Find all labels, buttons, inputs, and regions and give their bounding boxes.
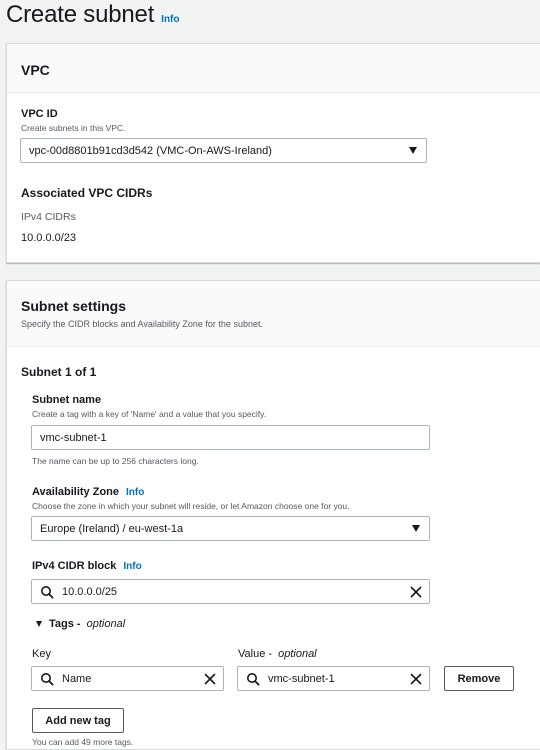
tags-toggle[interactable] (36, 618, 125, 630)
clear-icon[interactable] (410, 586, 422, 598)
tag-key-value: Name (62, 672, 92, 685)
tag-value-optional: optional (278, 648, 317, 660)
tags-toggle-label: Tags - (49, 618, 84, 630)
availability-zone-selected-value: Europe (Ireland) / eu-west-1a (40, 522, 184, 535)
tags-toggle-optional: optional (86, 618, 126, 630)
page-header (6, 0, 180, 36)
ipv4-cidrs-label: IPv4 CIDRs (21, 211, 76, 223)
vpc-panel-title: VPC (21, 62, 50, 78)
tags-remaining-note: You can add 49 more tags. (32, 737, 134, 747)
ipv4-cidr-label-row (32, 559, 142, 573)
tag-value-input[interactable] (237, 666, 430, 691)
subnet-name-value: vmc-subnet-1 (40, 431, 107, 444)
availability-zone-info-link[interactable]: Info (126, 487, 145, 498)
availability-zone-description: Choose the zone in which your subnet will reside, or let Amazon choose one for you. (32, 501, 350, 511)
clear-icon[interactable] (204, 673, 216, 685)
ipv4-cidr-info-link[interactable]: Info (123, 561, 142, 572)
subnet-name-constraint: The name can be up to 256 characters long. (32, 456, 199, 466)
associated-cidrs-title: Associated VPC CIDRs (21, 186, 153, 200)
subnet-panel-description: Specify the CIDR blocks and Availability Zone for the subnet. (21, 319, 263, 329)
search-icon (40, 672, 54, 686)
clear-icon[interactable] (410, 673, 422, 685)
page-info-link[interactable]: Info (161, 14, 180, 25)
search-icon (40, 585, 54, 599)
vpc-panel (6, 43, 540, 263)
caret-down-icon (409, 147, 417, 154)
caret-down-icon (36, 621, 42, 627)
vpc-id-label: VPC ID (21, 108, 58, 120)
ipv4-cidr-block-value: 10.0.0.0/25 (62, 585, 118, 598)
ipv4-cidr-block-input[interactable] (31, 579, 430, 604)
tag-value-label-row (238, 647, 317, 661)
add-new-tag-button[interactable]: Add new tag (32, 708, 124, 733)
availability-zone-select[interactable] (31, 516, 430, 541)
tag-key-input[interactable] (31, 666, 224, 691)
subnet-panel-header (7, 281, 540, 347)
availability-zone-label: Availability Zone (32, 486, 120, 498)
tag-key-label: Key (32, 648, 51, 660)
remove-tag-button[interactable]: Remove (444, 666, 514, 691)
ipv4-cidr-block-label: IPv4 CIDR block (32, 560, 117, 572)
page-title: Create subnet (6, 1, 155, 28)
vpc-id-description: Create subnets in this VPC. (21, 123, 126, 133)
subnet-name-label: Subnet name (32, 394, 102, 406)
search-icon (246, 672, 260, 686)
tag-value-value: vmc-subnet-1 (268, 672, 335, 685)
vpc-panel-header (7, 44, 540, 93)
subnet-panel-title: Subnet settings (21, 298, 127, 314)
subnet-settings-panel (6, 280, 540, 750)
availability-zone-label-row (32, 485, 144, 499)
ipv4-cidrs-value: 10.0.0.0/23 (21, 232, 77, 244)
subnet-heading: Subnet 1 of 1 (21, 365, 97, 379)
subnet-name-input[interactable] (31, 425, 430, 450)
caret-down-icon (412, 525, 420, 532)
subnet-name-description: Create a tag with a key of 'Name' and a value that you specify. (32, 409, 267, 419)
vpc-id-select[interactable] (20, 138, 427, 163)
tag-value-label: Value - (238, 648, 276, 660)
vpc-id-selected-value: vpc-00d8801b91cd3d542 (VMC-On-AWS-Ireland) (29, 144, 272, 157)
